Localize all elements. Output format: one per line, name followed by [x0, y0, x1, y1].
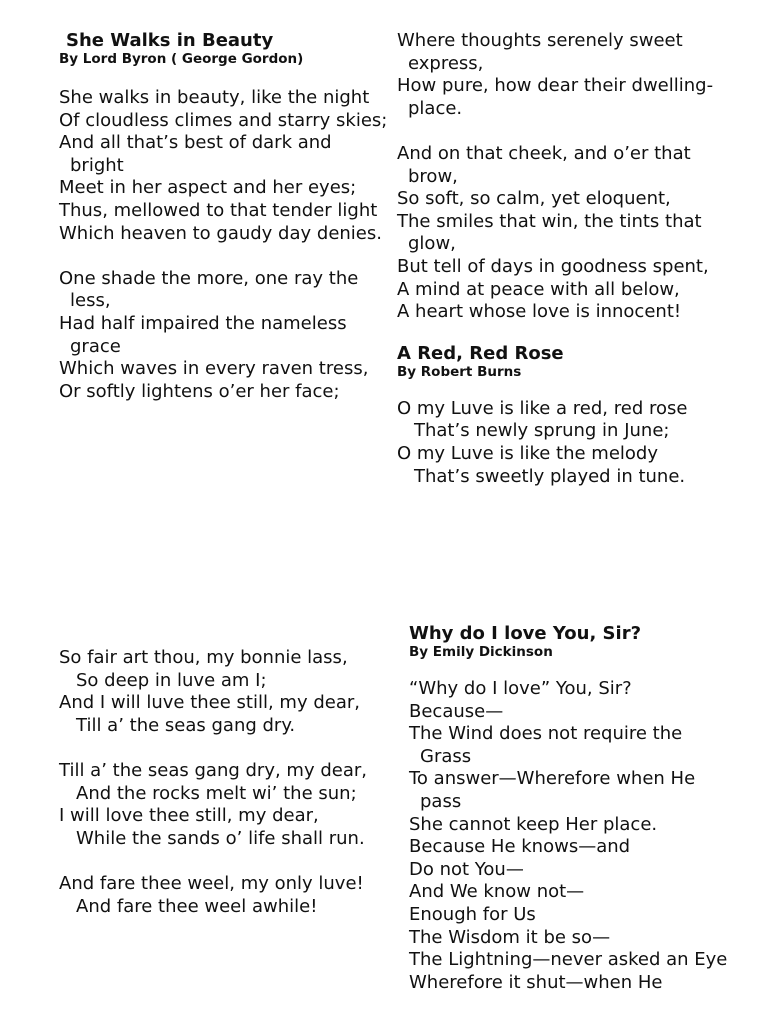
poem-line: O my Luve is like a red, red rose — [397, 397, 688, 419]
poem-line: Which heaven to gaudy day denies. — [59, 222, 382, 244]
spacer — [397, 324, 727, 344]
poem-2-title: A Red, Red Rose — [397, 342, 564, 364]
poem-line: And on that cheek, and o’er that brow, — [397, 142, 691, 187]
poem-line: Meet in her aspect and her eyes; — [59, 177, 357, 199]
poem-line: The Wind does not require the Grass — [409, 723, 683, 767]
poem-1-right-column — [397, 30, 727, 488]
poem-1-text-part-1 — [59, 87, 389, 403]
poem-line: That’s newly sprung in June; — [414, 420, 670, 442]
poem-line: While the sands o’ life shall run. — [76, 827, 365, 849]
poem-1-text-part-2 — [397, 30, 727, 324]
poem-line: The Wisdom it be so— — [409, 926, 611, 948]
poem-3-text — [409, 678, 729, 994]
stanza-break — [59, 737, 389, 760]
poem-line: Thus, mellowed to that tender light — [59, 199, 378, 221]
poem-line: Do not You— — [409, 858, 524, 880]
poem-line: She walks in beauty, like the night — [59, 87, 370, 108]
poem-2-author: By Robert Burns — [397, 363, 522, 380]
poem-line: But tell of days in goodness spent, — [397, 255, 709, 277]
poem-line: Or softly lightens o’er her face; — [59, 380, 340, 402]
spacer — [409, 661, 729, 678]
poem-line: “Why do I love” You, Sir? — [409, 678, 632, 699]
poem-line: And I will luve thee still, my dear, — [59, 692, 360, 714]
spacer — [397, 381, 727, 398]
poem-2-text-part-2 — [59, 647, 389, 918]
poem-1-title: She Walks in Beauty — [66, 30, 274, 51]
poem-2-text-part-1 — [397, 398, 727, 488]
poem-line: And We know not— — [409, 881, 585, 903]
poem-line: A heart whose love is innocent! — [397, 301, 682, 323]
poem-2-continued-column — [59, 647, 389, 918]
poem-line: Till a’ the seas gang dry. — [76, 714, 296, 736]
poem-line: Because He knows—and — [409, 836, 631, 858]
poem-line: O my Luve is like the melody — [397, 442, 659, 464]
poem-3-column — [409, 624, 729, 994]
poem-line: A mind at peace with all below, — [397, 278, 680, 300]
poem-line: So fair art thou, my bonnie lass, — [59, 647, 348, 668]
poem-line: One shade the more, one ray the less, — [59, 267, 359, 312]
poem-line: The Lightning—never asked an Eye — [409, 949, 728, 971]
poem-line: And fare thee weel awhile! — [76, 895, 318, 917]
poem-line: So deep in luve am I; — [76, 669, 267, 691]
poem-line: And fare thee weel, my only luve! — [59, 872, 364, 894]
poem-line: Which waves in every raven tress, — [59, 358, 369, 380]
poem-1-left-column — [59, 31, 389, 403]
poem-line: How pure, how dear their dwelling-place. — [397, 75, 714, 119]
poem-line: So soft, so calm, yet eloquent, — [397, 188, 671, 210]
stanza-break — [59, 850, 389, 873]
spacer — [59, 68, 389, 87]
poem-3-title: Why do I love You, Sir? — [409, 623, 642, 644]
poem-3-author: By Emily Dickinson — [409, 644, 553, 660]
poem-line: To answer—Wherefore when He pass — [409, 768, 696, 812]
poem-line: Where thoughts serenely sweet express, — [397, 30, 683, 74]
poem-line: She cannot keep Her place. — [409, 813, 658, 835]
poem-line: And all that’s best of dark and bright — [59, 132, 332, 176]
poem-line: Because— — [409, 700, 504, 722]
poem-line: Wherefore it shut—when He — [409, 971, 663, 993]
poem-line: Had half impaired the nameless grace — [59, 312, 347, 357]
stanza-break — [59, 245, 389, 268]
poem-line: Of cloudless climes and starry skies; — [59, 109, 388, 131]
poem-1-author: By Lord Byron ( George Gordon) — [59, 51, 304, 67]
poem-line: Enough for Us — [409, 903, 536, 925]
stanza-break — [397, 120, 727, 143]
poem-line: I will love thee still, my dear, — [59, 805, 319, 827]
poem-line: And the rocks melt wi’ the sun; — [76, 782, 357, 804]
poem-line: That’s sweetly played in tune. — [414, 465, 686, 487]
poem-line: Till a’ the seas gang dry, my dear, — [59, 759, 367, 781]
poem-line: The smiles that win, the tints that glow, — [397, 210, 702, 255]
